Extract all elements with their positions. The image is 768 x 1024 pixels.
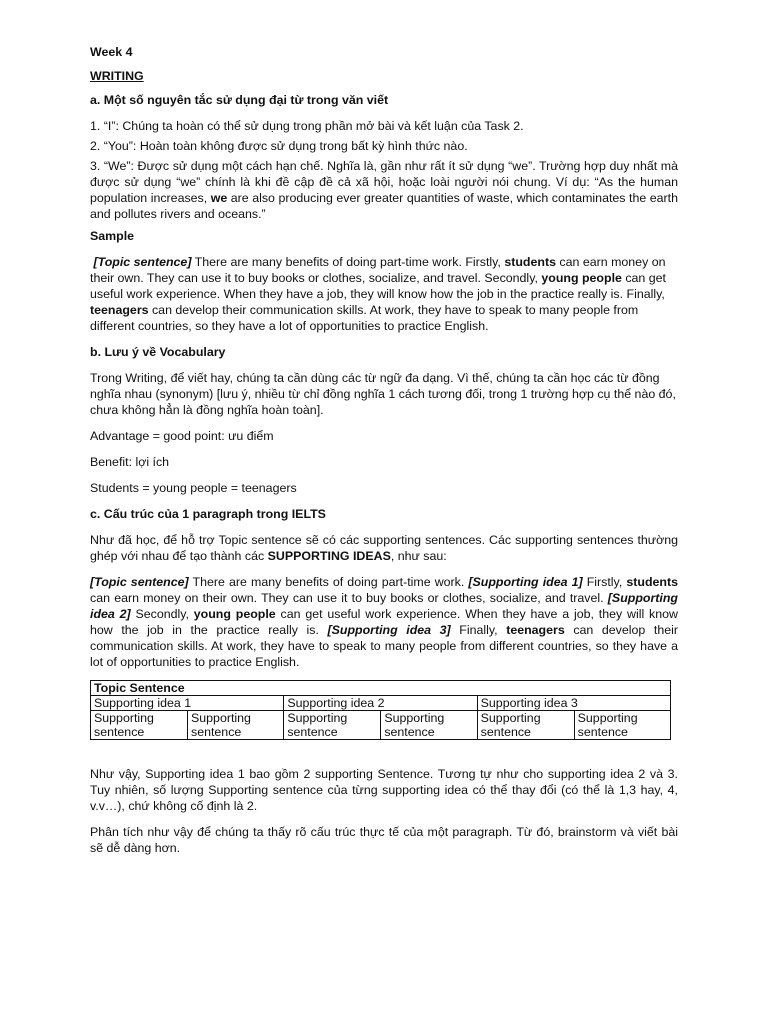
rule-3-text-b: are also producing ever greater quantities of waste, which contaminates the earth and pollutes rivers and oceans.” — [90, 191, 679, 221]
supporting-idea-cell: Supporting idea 1 — [91, 696, 284, 711]
supporting-idea-cell: Supporting idea 2 — [284, 696, 477, 711]
annotated-text-1: There are many benefits of doing part-time work. — [188, 575, 469, 589]
cell-line-1: Supporting — [480, 711, 541, 725]
keyword-teenagers: teenagers — [90, 303, 149, 317]
annotated-text-5: can get useful work experience. When they have a job, they will know how the job in the practice really is. — [90, 607, 678, 637]
cell-line-2: sentence — [577, 725, 628, 739]
structure-intro-b: , như sau: — [390, 549, 447, 563]
vocab-item-1: Advantage = good point: ưu điểm — [90, 429, 274, 443]
sample-text-2: can earn money on their own. They can use it to buy books or clothes, socialize, and travel. Secondly, — [90, 255, 666, 285]
keyword-teenagers-2: teenagers — [506, 623, 565, 637]
topic-sentence-tag: [Topic sentence] — [93, 255, 192, 269]
annotated-text-2: Firstly, — [582, 575, 627, 589]
cell-line-2: sentence — [480, 725, 531, 739]
structure-explanation: Như vậy, Supporting idea 1 bao gồm 2 supporting Sentence. Tương tự như cho supporting idea 2 và 3. Tuy nhiên, số lượng Supporting sentence của từng supporting idea có thể thay đổi (có thể là 1,3 hay, 4, v.v…), chứ không cố định là 2. — [90, 767, 678, 813]
cell-line-1: Supporting — [191, 711, 251, 725]
supporting-sentence-cell — [284, 711, 381, 740]
rule-3-text-a: 3. “We”: Được sử dụng một cách hạn chế. Nghĩa là, gần như rất ít sử dụng “we”. Trường hợp duy nhất mà được sử dụng “we” chính là khi đề cập đề cả xã hội, hoặc loài người nói chung. Ví dụ: “As the human population increases, — [90, 159, 678, 205]
week-title: Week 4 — [90, 45, 133, 59]
structure-intro-a: Như đã học, để hỗ trợ Topic sentence sẽ có các supporting sentences. Các supporting sentences thường ghép với nhau để tạo thành các — [90, 533, 678, 563]
table-row — [91, 711, 671, 740]
sample-text-1: There are many benefits of doing part-time work. Firstly, — [191, 255, 505, 269]
part-b-heading: b. Lưu ý về Vocabulary — [90, 345, 226, 359]
topic-sentence-cell: Topic Sentence — [91, 681, 671, 696]
structure-intro — [90, 532, 678, 564]
cell-line-2: sentence — [384, 725, 435, 739]
annotated-text-3: can earn money on their own. They can use it to buy books or clothes, socialize, and travel. — [90, 591, 608, 605]
cell-line-1: Supporting — [577, 711, 638, 725]
vocab-intro: Trong Writing, để viết hay, chúng ta cần dùng các từ ngữ đa dạng. Vì thế, chúng ta cần học các từ đồng nghĩa nhau (synonym) [lưu ý, nhiều từ chỉ đồng nghĩa 1 cách tương đối, trong 1 trường hợp cụ thể nào đó, chưa không hẳn là đồng nghĩa hoàn toàn]. — [90, 371, 676, 417]
sample-heading: Sample — [90, 229, 135, 243]
vocab-item-2: Benefit: lợi ích — [90, 455, 170, 469]
part-c-heading: c. Cấu trúc của 1 paragraph trong IELTS — [90, 507, 326, 521]
table-row — [91, 696, 671, 711]
sample-paragraph — [90, 254, 678, 334]
structure-conclusion: Phân tích như vậy để chúng ta thấy rõ cấu trúc thực tế của một paragraph. Từ đó, brainstorm và viết bài sẽ dễ dàng hơn. — [90, 825, 678, 855]
rule-3-we: we — [210, 191, 228, 205]
section-title: WRITING — [90, 69, 144, 83]
vocab-item-3: Students = young people = teenagers — [90, 481, 297, 495]
cell-line-2: sentence — [191, 725, 242, 739]
cell-line-2: sentence — [94, 725, 145, 739]
supporting-idea-1-tag: [Supporting idea 1] — [468, 575, 583, 589]
supporting-sentence-cell — [91, 711, 188, 740]
rule-2: 2. “You”: Hoàn toàn không được sử dụng trong bất kỳ hình thức nào. — [90, 139, 468, 153]
sample-text-4: can develop their communication skills. At work, they have to speak to many people from different countries, so they have a lot of opportunities to practice English. — [90, 303, 639, 333]
annotated-text-7: can develop their communication skills. At work, they have to speak to many people from different countries, so they have a lot of opportunities to practice English. — [90, 623, 678, 669]
cell-line-1: Supporting — [94, 711, 154, 725]
supporting-idea-3-tag: [Supporting idea 3] — [327, 623, 451, 637]
sample-text-3: can get useful work experience. When they have a job, they will know how the job in the practice really is. Finally, — [90, 271, 666, 301]
annotated-paragraph — [90, 574, 678, 670]
table-row — [91, 681, 671, 696]
cell-line-1: Supporting — [287, 711, 348, 725]
part-a-heading: a. Một số nguyên tắc sử dụng đại từ trong văn viết — [90, 93, 389, 107]
supporting-sentence-cell — [574, 711, 670, 740]
annotated-text-4: Secondly, — [130, 607, 194, 621]
supporting-idea-2-tag: [Supporting idea 2] — [90, 591, 678, 621]
rule-3 — [90, 158, 678, 222]
annotated-text-6: Finally, — [450, 623, 507, 637]
supporting-ideas-keyword: SUPPORTING IDEAS — [267, 549, 391, 563]
keyword-students: students — [504, 255, 556, 269]
supporting-sentence-cell — [381, 711, 477, 740]
supporting-sentence-cell — [188, 711, 284, 740]
keyword-young-people: young people — [541, 271, 622, 285]
document-page — [90, 44, 678, 856]
topic-sentence-tag-2: [Topic sentence] — [90, 575, 189, 589]
keyword-young-people-2: young people — [193, 607, 276, 621]
paragraph-structure-table — [90, 680, 671, 740]
cell-line-1: Supporting — [384, 711, 445, 725]
rule-1: 1. “I”: Chúng ta hoàn có thể sử dụng trong phần mở bài và kết luận của Task 2. — [90, 119, 524, 133]
supporting-idea-cell: Supporting idea 3 — [477, 696, 670, 711]
keyword-students-2: students — [626, 575, 678, 589]
cell-line-2: sentence — [287, 725, 338, 739]
supporting-sentence-cell — [477, 711, 574, 740]
